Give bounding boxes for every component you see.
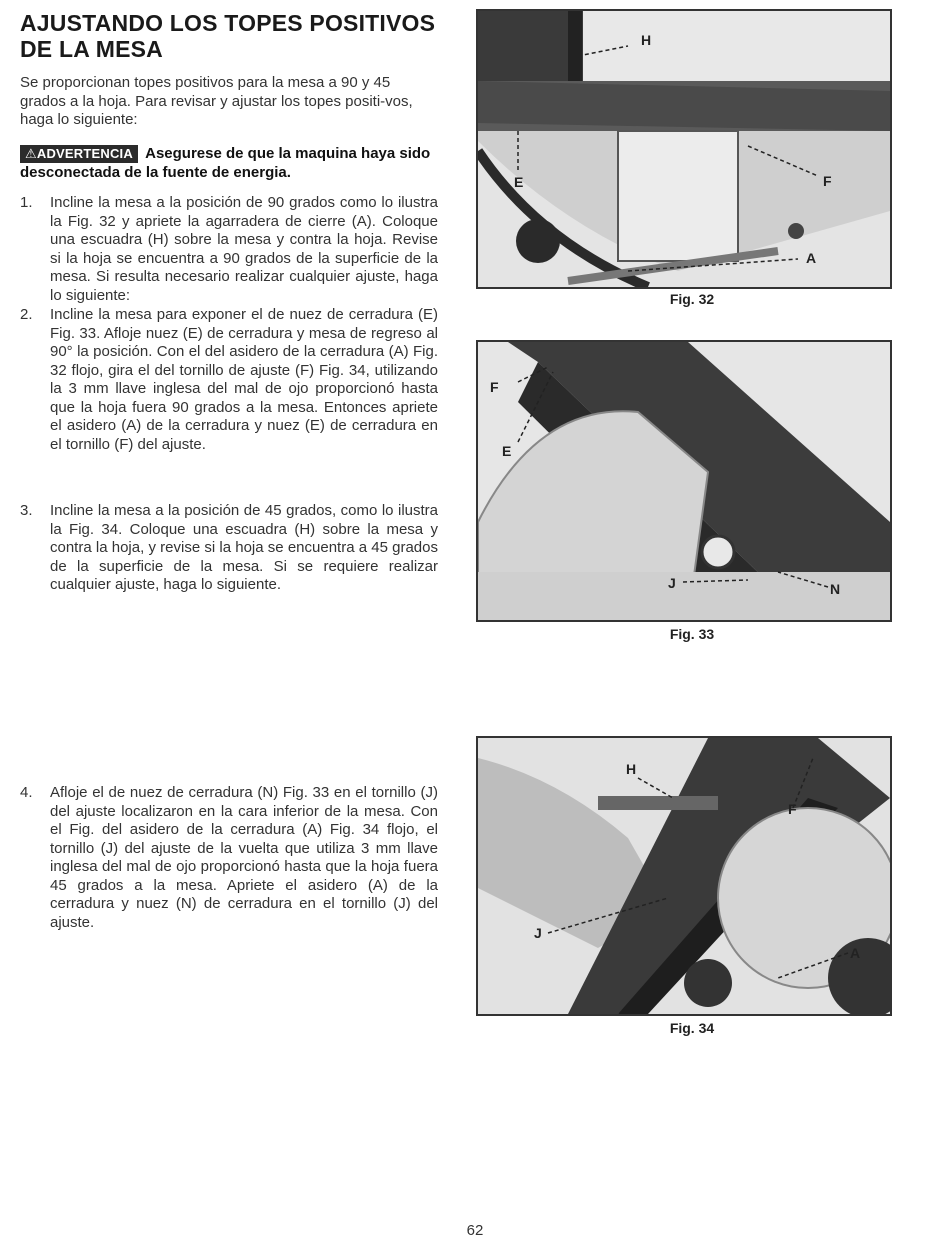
warning-badge: ⚠ADVERTENCIA: [20, 145, 138, 163]
step-4: [20, 784, 438, 932]
step-number: 3.: [20, 502, 33, 519]
page-number: 62: [466, 1222, 484, 1239]
step-number: 1.: [20, 194, 33, 211]
figure-33-caption: Fig. 33: [669, 626, 715, 642]
figure-33-label-e: E: [502, 443, 512, 459]
figure-32-label-a: A: [806, 250, 817, 266]
step-number: 4.: [20, 784, 33, 801]
step-1: [20, 194, 438, 305]
step-text: Incline la mesa a la posición de 45 grados, como lo ilustra la Fig. 34. Coloque una escuadra (H) sobre la mesa y contra la hoja, y revise si la hoja se encuentra a 45 grados de la superficie de la mesa. Si se requiere realizar cualquier ajuste, haga lo siguiente.: [50, 502, 438, 593]
figure-33-label-f: F: [490, 379, 499, 395]
figure-34-photo: [476, 736, 892, 1016]
step-2: [20, 306, 438, 454]
page-title: AJUSTANDO LOS TOPES POSITIVOS DE LA MESA: [20, 10, 436, 62]
figure-34-label-j: J: [534, 925, 542, 941]
figure-34-caption: Fig. 34: [669, 1020, 715, 1036]
figure-32-photo: [476, 9, 892, 289]
figure-32-label-h: H: [641, 32, 652, 48]
figure-32-label-f: F: [823, 173, 832, 189]
figure-32-label-e: E: [514, 174, 524, 190]
figure-34-label-h: H: [626, 761, 637, 777]
figure-34-label-f: F: [788, 801, 797, 817]
figure-33-photo: [476, 340, 892, 622]
warning-text: Asegurese de que la maquina haya sido desconectada de la fuente de energia.: [20, 145, 431, 181]
figure-32-caption: Fig. 32: [669, 291, 715, 307]
figure-33-label-n: N: [830, 581, 841, 597]
warning-notice: [20, 145, 442, 182]
step-text: Incline la mesa a la posición de 90 grados como lo ilustra la Fig. 32 y apriete la agarradera de cierre (A). Coloque una escuadra (H) sobre la mesa y contra la hoja. Revise si la hoja se encuentra a 90 grados de la superficie de la mesa. Si resulta necesario realizar cualquier ajuste, haga lo siguiente:: [50, 194, 438, 304]
figure-33-label-j: J: [668, 575, 676, 591]
step-number: 2.: [20, 306, 33, 323]
figure-34-label-a: A: [850, 945, 861, 961]
step-text: Incline la mesa para exponer el de nuez de cerradura (E) Fig. 33. Afloje nuez (E) de cerradura y mesa de regreso al 90° la posición. Con el del asidero de la cerradura (A) Fig. 32 flojo, gira el del tornillo de ajuste (F) Fig. 34, utilizando la 3 mm llave inglesa del mal de ojo proporcionó hasta que la hoja fuera 90 grados a la mesa. Entonces apriete el asidero (A) de la cerradura y nuez (E) de cerradura en el tornillo (F) del ajuste.: [50, 306, 438, 453]
step-text: Afloje el de nuez de cerradura (N) Fig. 33 en el tornillo (J) del ajuste localizaron en la cara inferior de la mesa. Con el Fig. del asidero de la cerradura (A) Fig. 34 flojo, el tornillo (J) del ajuste de la vuelta que utiliza 3 mm llave inglesa del mal de ojo proporcionó hasta que la hoja fuera 45 grados a la mesa. Apriete el asidero (A) de la cerradura y nuez (N) de cerradura en el tornillo (J) del ajuste.: [50, 784, 438, 931]
step-3: [20, 502, 438, 595]
intro-paragraph: Se proporcionan topes positivos para la mesa a 90 y 45 grados a la hoja. Para revisar y ajustar los topes positi-vos, haga lo siguiente:: [20, 74, 413, 128]
